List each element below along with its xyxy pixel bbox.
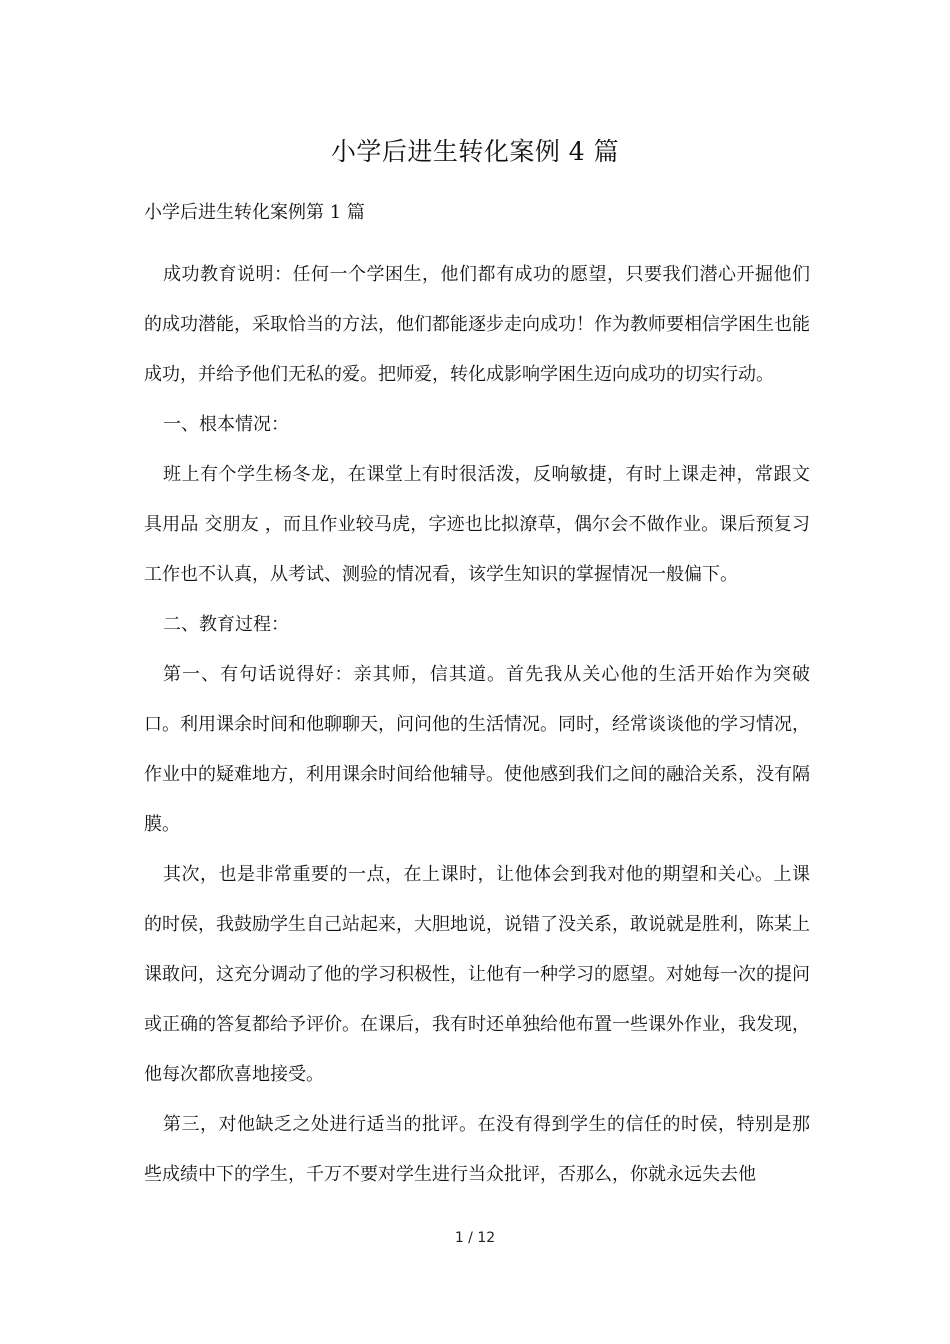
- paragraph: 其次，也是非常重要的一点，在上课时，让他体会到我对他的期望和关心。上课的时侯，我鼓励学生自己站起来，大胆地说，说错了没关系，敢说就是胜利，陈某上课敢问，这充分调动了他的学习积极性，让他有一种学习的愿望。对她每一次的提问或正确的答复都给予评价。在课后，我有时还单独给他布置一些课外作业，我发现，他每次都欣喜地接受。: [144, 864, 810, 1085]
- page-indicator: 1 / 12: [454, 1230, 496, 1246]
- section-heading: 一、根本情况：: [163, 414, 289, 435]
- paragraph: 第三，对他缺乏之处进行适当的批评。在没有得到学生的信任的时侯，特别是那些成绩中下的学生，千万不要对学生进行当众批评，否那么，你就永远失去他: [144, 1114, 810, 1185]
- section-subtitle: 小学后进生转化案例第 1 篇: [144, 202, 365, 223]
- paragraph: 成功教育说明：任何一个学困生，他们都有成功的愿望，只要我们潜心开掘他们的成功潜能，采取恰当的方法，他们都能逐步走向成功！作为教师要相信学困生也能成功，并给予他们无私的爱。把师爱，转化成影响学困生迈向成功的切实行动。: [144, 264, 810, 385]
- paragraph: 班上有个学生杨冬龙，在课堂上有时很活泼，反响敏捷，有时上课走神，常跟文具用品 交朋友 ，而且作业较马虎，字迹也比拟潦草，偶尔会不做作业。课后预复习工作也不认真，从考试、测验的情况看，该学生知识的掌握情况一般偏下。: [144, 464, 810, 585]
- section-heading: 二、教育过程：: [163, 614, 289, 635]
- document-body: [144, 200, 810, 1200]
- paragraph: 第一、有句话说得好：亲其师，信其道。首先我从关心他的生活开始作为突破口。利用课余时间和他聊聊天，问问他的生活情况。同时，经常谈谈他的学习情况，作业中的疑难地方，利用课余时间给他辅导。使他感到我们之间的融洽关系，没有隔膜。: [144, 664, 810, 835]
- document-title: 小学后进生转化案例 4 篇: [330, 137, 620, 166]
